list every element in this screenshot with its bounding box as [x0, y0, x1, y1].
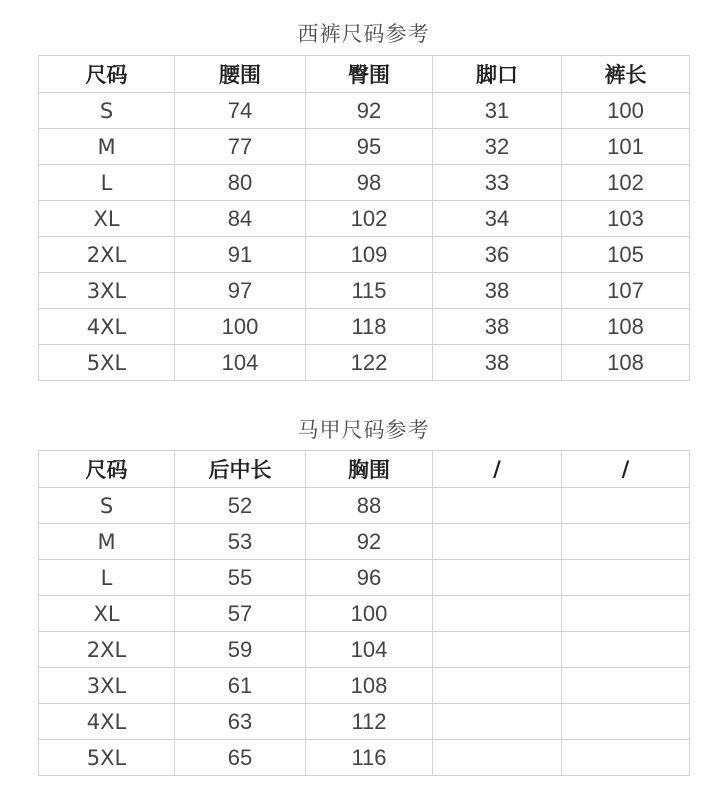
- measurement-cell: 112: [306, 704, 433, 740]
- measurement-cell: 100: [562, 93, 690, 129]
- measurement-cell: 101: [562, 129, 690, 165]
- measurement-cell: [433, 740, 562, 776]
- measurement-cell: 103: [562, 201, 690, 237]
- table-row: [39, 165, 690, 201]
- table-row: [39, 201, 690, 237]
- measurement-cell: 109: [306, 237, 433, 273]
- measurement-cell: [562, 668, 690, 704]
- measurement-cell: 95: [306, 129, 433, 165]
- measurement-cell: 53: [175, 524, 306, 560]
- table-row: [39, 632, 690, 668]
- measurement-cell: 34: [433, 201, 562, 237]
- size-cell: S: [39, 488, 175, 524]
- measurement-cell: [562, 524, 690, 560]
- measurement-cell: 115: [306, 273, 433, 309]
- measurement-cell: 108: [562, 345, 690, 381]
- table-row: [39, 129, 690, 165]
- measurement-cell: 107: [562, 273, 690, 309]
- table-header-row: [39, 56, 690, 93]
- measurement-cell: 32: [433, 129, 562, 165]
- measurement-cell: 92: [306, 93, 433, 129]
- size-cell: L: [39, 165, 175, 201]
- measurement-cell: 102: [306, 201, 433, 237]
- measurement-cell: [433, 668, 562, 704]
- pants-size-table: [38, 55, 690, 381]
- measurement-cell: [433, 596, 562, 632]
- measurement-cell: 52: [175, 488, 306, 524]
- measurement-cell: 33: [433, 165, 562, 201]
- measurement-cell: 122: [306, 345, 433, 381]
- size-cell: 2XL: [39, 237, 175, 273]
- measurement-cell: 100: [175, 309, 306, 345]
- column-header: 尺码: [39, 56, 175, 93]
- measurement-cell: 80: [175, 165, 306, 201]
- measurement-cell: 31: [433, 93, 562, 129]
- measurement-cell: 97: [175, 273, 306, 309]
- measurement-cell: 108: [306, 668, 433, 704]
- column-header: 脚口: [433, 56, 562, 93]
- size-cell: S: [39, 93, 175, 129]
- size-cell: M: [39, 524, 175, 560]
- measurement-cell: 102: [562, 165, 690, 201]
- table-row: [39, 309, 690, 345]
- table-row: [39, 488, 690, 524]
- measurement-cell: 88: [306, 488, 433, 524]
- table-row: [39, 345, 690, 381]
- measurement-cell: [433, 704, 562, 740]
- size-cell: L: [39, 560, 175, 596]
- measurement-cell: 74: [175, 93, 306, 129]
- column-header: 臀围: [306, 56, 433, 93]
- size-cell: M: [39, 129, 175, 165]
- table-row: [39, 740, 690, 776]
- measurement-cell: 118: [306, 309, 433, 345]
- measurement-cell: [562, 560, 690, 596]
- measurement-cell: 84: [175, 201, 306, 237]
- measurement-cell: 55: [175, 560, 306, 596]
- measurement-cell: [433, 632, 562, 668]
- table-row: [39, 704, 690, 740]
- vest-size-table: [38, 450, 690, 776]
- measurement-cell: [562, 488, 690, 524]
- size-cell: 2XL: [39, 632, 175, 668]
- measurement-cell: 36: [433, 237, 562, 273]
- column-header: 尺码: [39, 451, 175, 488]
- size-cell: 4XL: [39, 704, 175, 740]
- measurement-cell: [433, 524, 562, 560]
- table-row: [39, 668, 690, 704]
- measurement-cell: 104: [175, 345, 306, 381]
- table-row: [39, 524, 690, 560]
- measurement-cell: 57: [175, 596, 306, 632]
- column-header: 胸围: [306, 451, 433, 488]
- measurement-cell: 105: [562, 237, 690, 273]
- table-row: [39, 596, 690, 632]
- size-cell: 5XL: [39, 740, 175, 776]
- measurement-cell: [433, 488, 562, 524]
- measurement-cell: [562, 596, 690, 632]
- size-cell: 3XL: [39, 273, 175, 309]
- vest-size-title: 马甲尺码参考: [297, 418, 430, 442]
- measurement-cell: 38: [433, 345, 562, 381]
- measurement-cell: [562, 740, 690, 776]
- size-cell: 4XL: [39, 309, 175, 345]
- table-row: [39, 93, 690, 129]
- measurement-cell: 59: [175, 632, 306, 668]
- measurement-cell: 104: [306, 632, 433, 668]
- column-header: 腰围: [175, 56, 306, 93]
- column-header: /: [433, 451, 562, 488]
- measurement-cell: 65: [175, 740, 306, 776]
- table-header-row: [39, 451, 690, 488]
- measurement-cell: 108: [562, 309, 690, 345]
- measurement-cell: 92: [306, 524, 433, 560]
- measurement-cell: 98: [306, 165, 433, 201]
- measurement-cell: 100: [306, 596, 433, 632]
- column-header: /: [562, 451, 690, 488]
- measurement-cell: 38: [433, 309, 562, 345]
- measurement-cell: 63: [175, 704, 306, 740]
- pants-size-title: 西裤尺码参考: [297, 22, 430, 46]
- column-header: 后中长: [175, 451, 306, 488]
- table-row: [39, 560, 690, 596]
- size-cell: 3XL: [39, 668, 175, 704]
- measurement-cell: [562, 632, 690, 668]
- table-row: [39, 237, 690, 273]
- measurement-cell: 61: [175, 668, 306, 704]
- column-header: 裤长: [562, 56, 690, 93]
- measurement-cell: 77: [175, 129, 306, 165]
- measurement-cell: 116: [306, 740, 433, 776]
- measurement-cell: 91: [175, 237, 306, 273]
- measurement-cell: 38: [433, 273, 562, 309]
- table-row: [39, 273, 690, 309]
- size-cell: XL: [39, 201, 175, 237]
- measurement-cell: [562, 704, 690, 740]
- measurement-cell: 96: [306, 560, 433, 596]
- measurement-cell: [433, 560, 562, 596]
- size-cell: 5XL: [39, 345, 175, 381]
- size-cell: XL: [39, 596, 175, 632]
